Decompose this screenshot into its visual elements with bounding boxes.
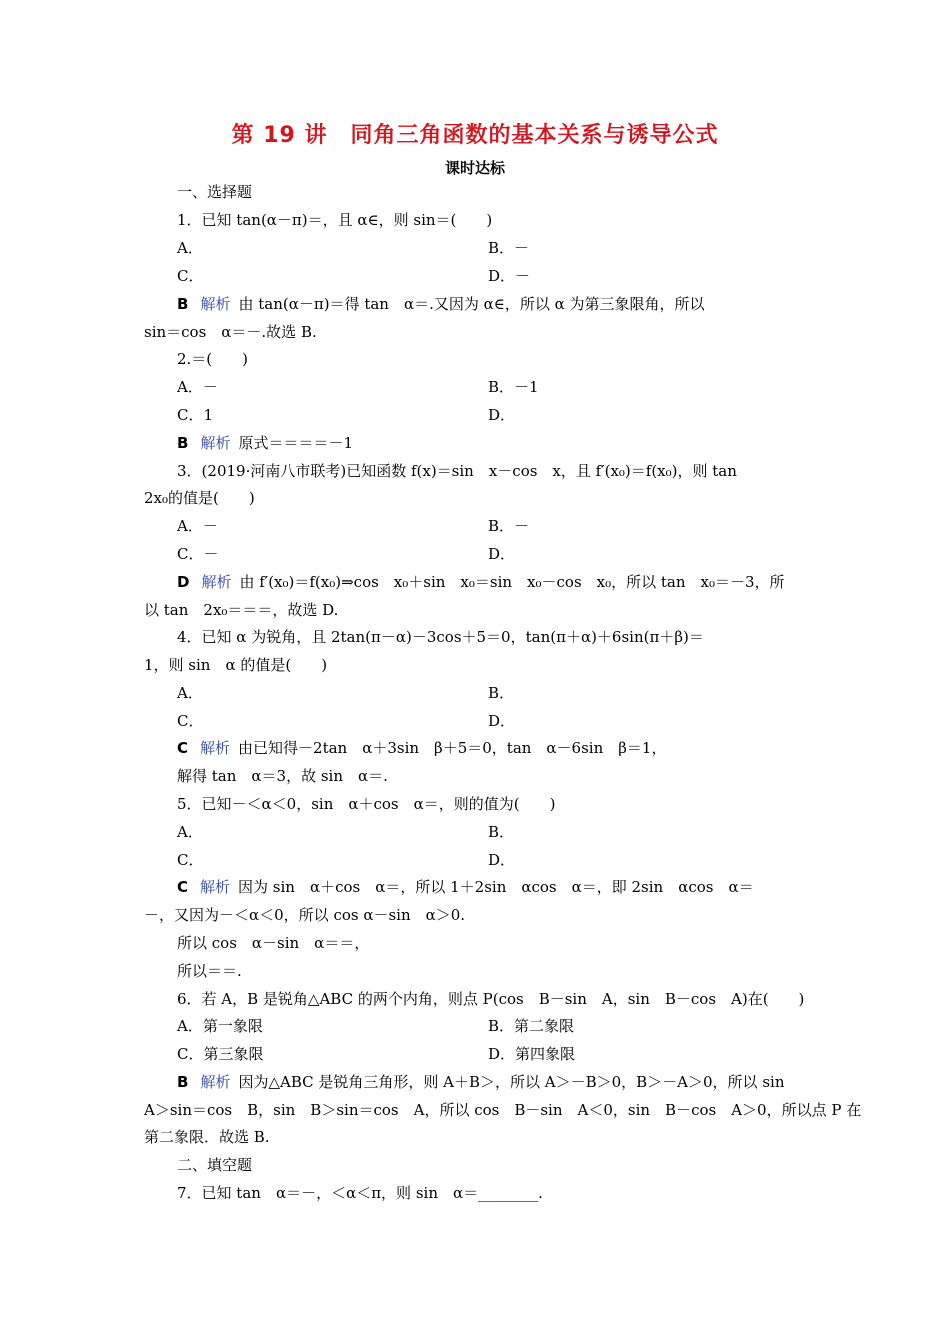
line-text: B．－ <box>488 239 530 257</box>
line-text: D． <box>488 406 516 424</box>
text-line <box>144 1127 270 1147</box>
text-line <box>177 516 218 536</box>
text-line <box>177 182 252 202</box>
text-line <box>177 1044 263 1064</box>
line-text: 由 f′(x₀)＝f(x₀)⇒cos x₀＋sin x₀＝sin x₀－cos x₀，所以 tan x₀＝－3，所 <box>239 573 785 591</box>
line-text: D．第四象限 <box>488 1045 576 1063</box>
line-text: 因为 sin α＋cos α＝，所以 1＋2sin αcos α＝，即 2sin αcos α＝ <box>238 878 754 896</box>
line-text: C．－ <box>177 545 219 563</box>
text-line <box>144 905 465 925</box>
line-text: A． <box>177 239 203 257</box>
text-line <box>144 655 327 675</box>
line-text: B．第二象限 <box>488 1017 575 1035</box>
text-line <box>488 266 530 286</box>
line-text: C． <box>177 851 204 869</box>
line-text: 5．已知－＜α＜0，sin α＋cos α＝，则的值为( ) <box>177 795 556 813</box>
text-line <box>488 238 529 258</box>
line-text: 1，则 sin α 的值是( ) <box>144 656 328 674</box>
text-line <box>177 349 248 369</box>
text-line <box>177 1155 252 1175</box>
line-text: －，又因为－＜α＜0，所以 cos α－sin α＞0. <box>144 906 466 924</box>
text-line <box>177 961 242 981</box>
line-text: 2.＝( ) <box>177 350 249 368</box>
line-text: 所以＝＝. <box>177 962 242 980</box>
text-line <box>177 1016 263 1036</box>
text-line <box>177 1183 543 1203</box>
solution-line <box>177 433 353 453</box>
text-line <box>177 627 704 647</box>
line-text: 由已知得－2tan α＋3sin β＋5＝0，tan α－6sin β＝1， <box>238 739 667 757</box>
answer-letter: B <box>177 434 189 452</box>
line-text: 一、选择题 <box>177 183 253 201</box>
text-line <box>177 266 203 286</box>
text-line <box>144 322 317 342</box>
text-line <box>177 711 203 731</box>
text-line <box>177 377 218 397</box>
line-text: C． <box>177 712 204 730</box>
line-text: 6．若 A，B 是锐角△ABC 的两个内角，则点 P(cos B－sin A，sin B－cos A)在( ) <box>177 990 805 1008</box>
text-line <box>488 516 529 536</box>
answer-letter: D <box>177 573 190 591</box>
line-text: A．－ <box>177 517 218 535</box>
text-line <box>488 405 515 425</box>
text-line <box>488 683 514 703</box>
solution-line <box>177 294 705 314</box>
analysis-label: 解析 <box>200 878 231 896</box>
line-text: 以 tan 2x₀＝＝＝，故选 D. <box>144 601 339 619</box>
line-text: B． <box>488 823 515 841</box>
text-line <box>144 1100 861 1120</box>
answer-letter: C <box>177 739 189 757</box>
analysis-label: 解析 <box>200 295 231 313</box>
text-line <box>177 989 804 1009</box>
line-text: D． <box>488 545 516 563</box>
line-text: D． <box>488 851 516 869</box>
text-line <box>177 683 203 703</box>
solution-line <box>177 877 754 897</box>
line-text: 由 tan(α－π)＝得 tan α＝.又因为 α∈，所以 α 为第三象限角，所以 <box>238 295 705 313</box>
line-text: 第二象限．故选 B. <box>144 1128 270 1146</box>
line-text: 所以 cos α－sin α＝＝， <box>177 934 370 952</box>
text-line <box>488 544 515 564</box>
text-line <box>177 794 555 814</box>
text-line <box>488 822 514 842</box>
text-line <box>488 711 515 731</box>
analysis-label: 解析 <box>201 573 232 591</box>
text-line <box>177 544 218 564</box>
page-subtitle: 课时达标 <box>444 159 505 177</box>
line-text: C．1 <box>177 406 214 424</box>
line-text: B．－1 <box>488 378 539 396</box>
line-text: B． <box>488 684 515 702</box>
line-text: 3．(2019·河南八市联考)已知函数 f(x)＝sin x－cos x，且 f′(x₀)＝f(x₀)，则 tan <box>177 462 737 480</box>
text-line <box>177 238 203 258</box>
line-text: sin＝cos α＝－.故选 B. <box>144 323 317 341</box>
line-text: 7．已知 tan α＝－，＜α＜π，则 sin α＝________. <box>177 1184 543 1202</box>
text-line <box>177 933 369 953</box>
text-line <box>144 488 255 508</box>
analysis-label: 解析 <box>200 1073 231 1091</box>
solution-line <box>177 738 666 758</box>
line-text: A． <box>177 684 203 702</box>
page-title: 第 19 讲 同角三角函数的基本关系与诱导公式 <box>231 123 719 148</box>
line-text: A．第一象限 <box>177 1017 263 1035</box>
analysis-label: 解析 <box>200 434 231 452</box>
line-text: 2x₀的值是( ) <box>144 489 255 507</box>
text-line <box>488 850 515 870</box>
text-line <box>177 766 388 786</box>
solution-line <box>177 1072 784 1092</box>
line-text: 原式＝＝＝＝－1 <box>238 434 353 452</box>
line-text: B．－ <box>488 517 530 535</box>
text-line <box>177 822 203 842</box>
text-line <box>488 1016 574 1036</box>
line-text: 因为△ABC 是锐角三角形，则 A＋B＞，所以 A＞－B＞0，B＞－A＞0，所以 sin <box>238 1073 785 1091</box>
line-text: 4．已知 α 为锐角，且 2tan(π－α)－3cos＋5＝0，tan(π＋α)＋6sin(π＋β)＝ <box>177 628 704 646</box>
answer-letter: B <box>177 1073 189 1091</box>
analysis-label: 解析 <box>200 739 231 757</box>
answer-letter: B <box>177 295 189 313</box>
solution-line <box>177 572 785 592</box>
line-text: C． <box>177 267 204 285</box>
text-line <box>177 405 213 425</box>
text-line <box>488 1044 575 1064</box>
text-line <box>177 461 737 481</box>
line-text: D． <box>488 712 516 730</box>
text-line <box>177 210 492 230</box>
text-line <box>144 600 338 620</box>
line-text: C．第三象限 <box>177 1045 264 1063</box>
text-line <box>488 377 539 397</box>
line-text: A． <box>177 823 203 841</box>
line-text: A＞sin＝cos B，sin B＞sin＝cos A，所以 cos B－sin A＜0，sin B－cos A＞0，所以点 P 在 <box>144 1101 862 1119</box>
text-line <box>177 850 203 870</box>
line-text: A．－ <box>177 378 218 396</box>
line-text: D．－ <box>488 267 531 285</box>
line-text: 1．已知 tan(α－π)＝，且 α∈，则 sin＝( ) <box>177 211 493 229</box>
answer-letter: C <box>177 878 189 896</box>
line-text: 解得 tan α＝3，故 sin α＝. <box>177 767 388 785</box>
line-text: 二、填空题 <box>177 1156 253 1174</box>
